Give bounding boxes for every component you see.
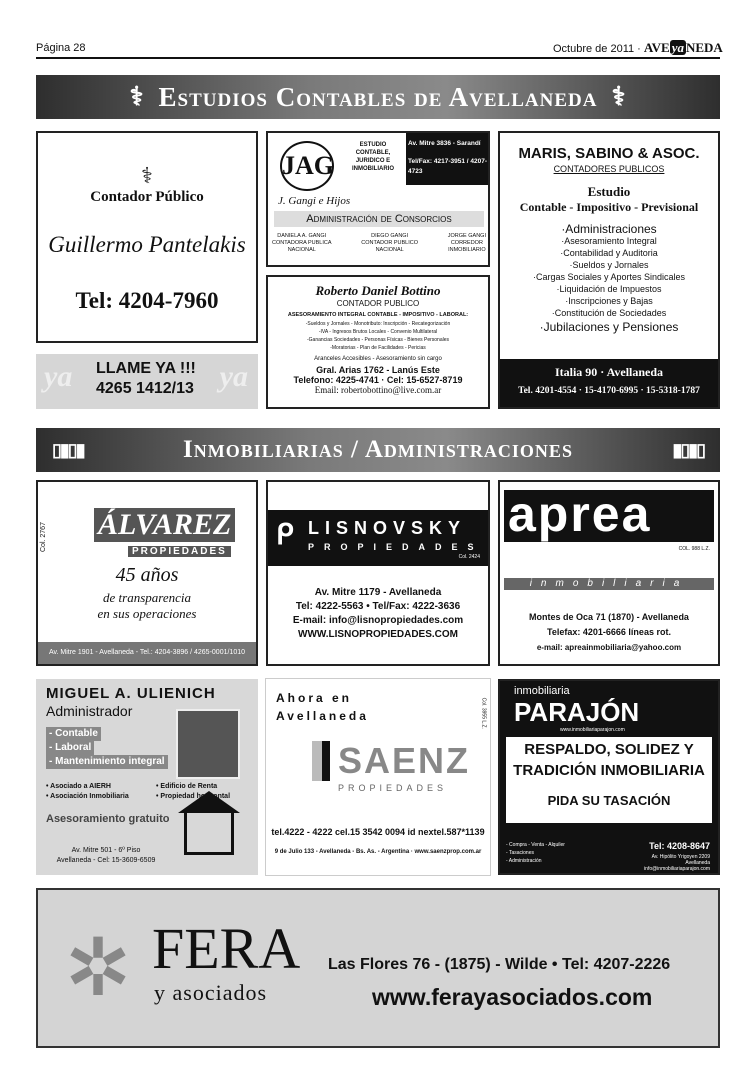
fera-name: FERA [152, 916, 301, 981]
ad-maris-sabino [498, 131, 720, 409]
service-tag: - Laboral [46, 741, 94, 755]
col-number: Col. 2767 [40, 522, 47, 552]
now-in: Ahora en [276, 691, 353, 705]
free-advice: Asesoramiento gratuito [46, 813, 170, 825]
ad-bottino [266, 275, 490, 409]
ya-watermark: ya [44, 360, 73, 393]
service-row: -Ganancias Sociedades - Personas Físicas - Bienes Personales [306, 337, 449, 343]
services-list [500, 223, 718, 333]
address-bar: Av. Mitre 1901 - Avellaneda - Tel.: 4204-3896 / 4265-0001/1010 [38, 642, 256, 664]
study: Estudio [587, 184, 631, 199]
phone: Telefax: 4201-6666 líneas rot. [547, 627, 671, 637]
aprea-logo: aprea [508, 486, 652, 542]
city-skyline-icon: ▯▮▯▮ [52, 439, 84, 460]
phone: Tel. 4201-4554 · 15-4170-6995 · 15-5318-1787 [518, 386, 700, 396]
ad-llame-ya [36, 354, 258, 409]
phone: Tel: 4208-8647 [649, 841, 710, 851]
slogan: PIDA SU TASACIÓN [547, 793, 671, 808]
address: Las Flores 76 - (1875) - Wilde • Tel: 4207-2226 [328, 956, 671, 973]
slogan: RESPALDO, SOLIDEZ Y [524, 741, 694, 758]
llame-line2: 4265 1412/13 [96, 380, 194, 397]
service-row: -Sueldos y Jornales - Monotributo: Inscripción - Recategorización [305, 321, 451, 327]
lisno-contact [268, 586, 488, 642]
bullet: • Asociado a AIERH [46, 783, 111, 790]
aprea-contact [500, 610, 718, 655]
llame-line1: LLAME YA !!! [96, 360, 196, 377]
section-title: Estudios Contables de Avellaneda [158, 81, 598, 112]
address: Montes de Oca 71 (1870) - Avellaneda [529, 612, 689, 622]
ad-fera [36, 888, 720, 1048]
ya-watermark: ya [219, 360, 248, 393]
ad-pantelakis [36, 131, 258, 343]
phone: Telefono: 4225-4741 · Cel: 15-6527-8719 [293, 375, 463, 385]
years: 45 años [115, 564, 179, 586]
email: Email: robertobottino@live.com.ar [314, 385, 442, 395]
role: Contador Público [90, 189, 204, 205]
lisno-logo-icon: ᑭ [276, 519, 294, 550]
service: - Administración [506, 858, 542, 864]
phone: Tel: 4204-7960 [75, 288, 219, 313]
saenz-sub: PROPIEDADES [338, 783, 448, 793]
caduceus-icon: ⚕ [611, 82, 627, 111]
services [506, 841, 565, 865]
note: Aranceles Accesibles - Asesoramiento sin cargo [314, 356, 442, 362]
name: MIGUEL A. ULIENICH [46, 685, 216, 702]
t: DIEGO GANGI [371, 233, 409, 239]
gangi-study [342, 141, 404, 173]
service-tag: - Contable [46, 727, 101, 741]
role: Administrador [46, 703, 133, 719]
gangi-firm: J. Gangi e Hijos [278, 195, 351, 207]
service-tag: - Mantenimiento integral [46, 755, 168, 769]
website: WWW.LISNOPROPIEDADES.COM [298, 629, 458, 640]
address: Gral. Arias 1762 - Lanús Este [316, 365, 440, 375]
ad-parajon [498, 679, 720, 875]
t: ESTUDIO [359, 142, 387, 148]
t: NACIONAL [375, 247, 404, 253]
lisno-name: LISNOVSKY [308, 518, 467, 538]
col-number: Col. 2424 [458, 554, 480, 560]
header-rule [36, 57, 720, 59]
name: Roberto Daniel Bottino [315, 283, 441, 298]
t: DANIELA A. GANGI [277, 233, 327, 239]
bullet: • Propiedad horizontal [156, 793, 231, 800]
email: E-mail: info@lisnopropiedades.com [292, 615, 464, 626]
section-estudios-banner [36, 75, 720, 119]
list-item: ·Cargas Sociales y Aportes Sindicales [532, 272, 686, 282]
service: - Tasaciones [506, 850, 534, 856]
list-item: ·Contabilidad y Auditoria [560, 248, 658, 258]
list-item: ·Asesoramiento Integral [561, 236, 657, 246]
issue-date [553, 40, 723, 56]
study-type: Contable - Impositivo - Previsional [519, 200, 699, 214]
ad-saenz [266, 679, 490, 875]
caduceus-icon: ⚕ [129, 82, 145, 111]
services [46, 727, 168, 769]
page-number: Página 28 [36, 42, 86, 54]
address: Italia 90 · Avellaneda [554, 365, 664, 379]
address: Av. Hipólito Yrigoyen 2209 [651, 854, 710, 860]
phone: Avellaneda - Cel: 15-3609-6509 [56, 857, 156, 864]
ad-lisnovsky [266, 480, 490, 666]
service-row: -Moratorias - Plan de Facilidades - Pericias [330, 345, 426, 351]
tagline: de transparencia [103, 590, 191, 605]
address: 9 de Julio 133 - Avellaneda - Bs. As. - Argentina · www.saenzprop.com.ar [274, 849, 482, 855]
list-item: ·Sueldos y Jornales [569, 260, 649, 270]
t: JURIDICO E [355, 158, 391, 164]
aprea-sub: inmobiliaria [504, 578, 714, 590]
section-inmobiliarias-banner [36, 428, 720, 472]
gangi-contact [406, 133, 490, 185]
top-label: inmobiliaria [514, 685, 570, 697]
list-item: ·Administraciones [561, 222, 657, 236]
service-row: -IVA - Ingresos Brutos Locales - Convenio Multilateral [318, 329, 438, 335]
list-item: ·Liquidación de Impuestos [556, 284, 662, 294]
service: - Compra - Venta - Alquiler [506, 842, 565, 848]
ad-alvarez [36, 480, 258, 666]
phone: tel.4222 - 4222 cel.15 3542 0094 id nextel.587*1139 [271, 827, 485, 837]
date-text: Octubre de 2011 · [553, 43, 641, 55]
fera-logo-icon: ✲ [64, 923, 132, 1012]
alvarez-logo: ÁLVAREZ [94, 508, 235, 542]
saenz-logo-icon [312, 741, 330, 781]
phone: Tel: 4222-5563 • Tel/Fax: 4222-3636 [295, 601, 461, 612]
t: CONTADORA PUBLICA [272, 240, 332, 246]
address: Av. Mitre 3836 - Sarandí [408, 140, 481, 147]
list-item: ·Inscripciones y Bajas [565, 296, 653, 306]
house-icon [184, 811, 234, 855]
saenz-logo: SAENZ [338, 740, 471, 781]
email: e-mail: apreainmobiliaria@yahoo.com [536, 643, 682, 652]
ad-gangi [266, 131, 490, 267]
phone: Tel/Fax: 4217-3951 / 4207-4723 [408, 158, 488, 175]
t: CONTABLE, [355, 150, 391, 156]
logo-a: AVE [643, 40, 670, 55]
address: Av. Mitre 501 - 6º Piso [71, 847, 141, 854]
t: NACIONAL [287, 247, 316, 253]
contact-bar [500, 359, 718, 407]
name: Guillermo Pantelakis [48, 232, 246, 257]
website: www.inmobiliariaparajon.com [560, 727, 625, 733]
parajon-logo: PARAJÓN [514, 697, 640, 727]
person [448, 233, 486, 254]
gangi-logo: JAG [280, 141, 334, 191]
logo-c: NEDA [685, 40, 723, 55]
services: ASESORAMIENTO INTEGRAL CONTABLE - IMPOSITIVO - LABORAL: [287, 312, 469, 318]
address: Avellaneda [685, 860, 710, 866]
ad-aprea [498, 480, 720, 666]
lisno-banner [268, 510, 488, 566]
t: JORGE GANGI [447, 233, 486, 239]
person [361, 233, 418, 254]
col-number: Col. 3955 L.Z. [480, 697, 486, 729]
bullet: • Asociación Inmobiliaria [46, 793, 129, 800]
house-roof-icon [178, 791, 240, 813]
list-item: ·Constitución de Sociedades [551, 308, 667, 318]
website[interactable]: www.ferayasociados.com [372, 984, 653, 1010]
person [272, 233, 332, 254]
t: CORREDOR [450, 240, 483, 246]
caduceus-icon: ⚕ [141, 163, 153, 188]
city: Avellaneda [276, 709, 369, 723]
city-skyline-icon: ▮▯▮▯ [672, 439, 704, 460]
email: info@inmobiliariaparajon.com [644, 866, 710, 872]
slogan: TRADICIÓN INMOBILIARIA [513, 762, 705, 779]
ad-ulienich [36, 679, 258, 875]
fera-sub: y asociados [154, 980, 268, 1005]
lisno-sub: PROPIEDADES [308, 542, 484, 552]
gangi-admin: Administración de Consorcios [274, 211, 484, 227]
title: MARIS, SABINO & ASOC. [518, 145, 700, 162]
bullet: • Edificio de Renta [156, 783, 218, 790]
tagline: en sus operaciones [97, 606, 197, 621]
role: CONTADOR PUBLICO [336, 299, 420, 308]
logo-b: ya [671, 40, 684, 55]
address: Av. Mitre 1179 - Avellaneda [314, 587, 442, 598]
alvarez-sub: PROPIEDADES [128, 546, 231, 557]
gangi-people [272, 233, 486, 254]
t: INMOBILIARIO [352, 166, 394, 172]
subtitle: CONTADORES PUBLICOS [553, 164, 665, 174]
t: INMOBILIARIO [448, 247, 486, 253]
slogan-panel [506, 737, 712, 823]
list-item: ·Jubilaciones y Pensiones [539, 320, 679, 334]
t: CONTADOR PUBLICO [361, 240, 419, 246]
col-number: COL. 988 L.Z. [678, 546, 710, 552]
section-title: Inmobiliarias / Administraciones [183, 436, 573, 463]
avatar [176, 709, 240, 779]
